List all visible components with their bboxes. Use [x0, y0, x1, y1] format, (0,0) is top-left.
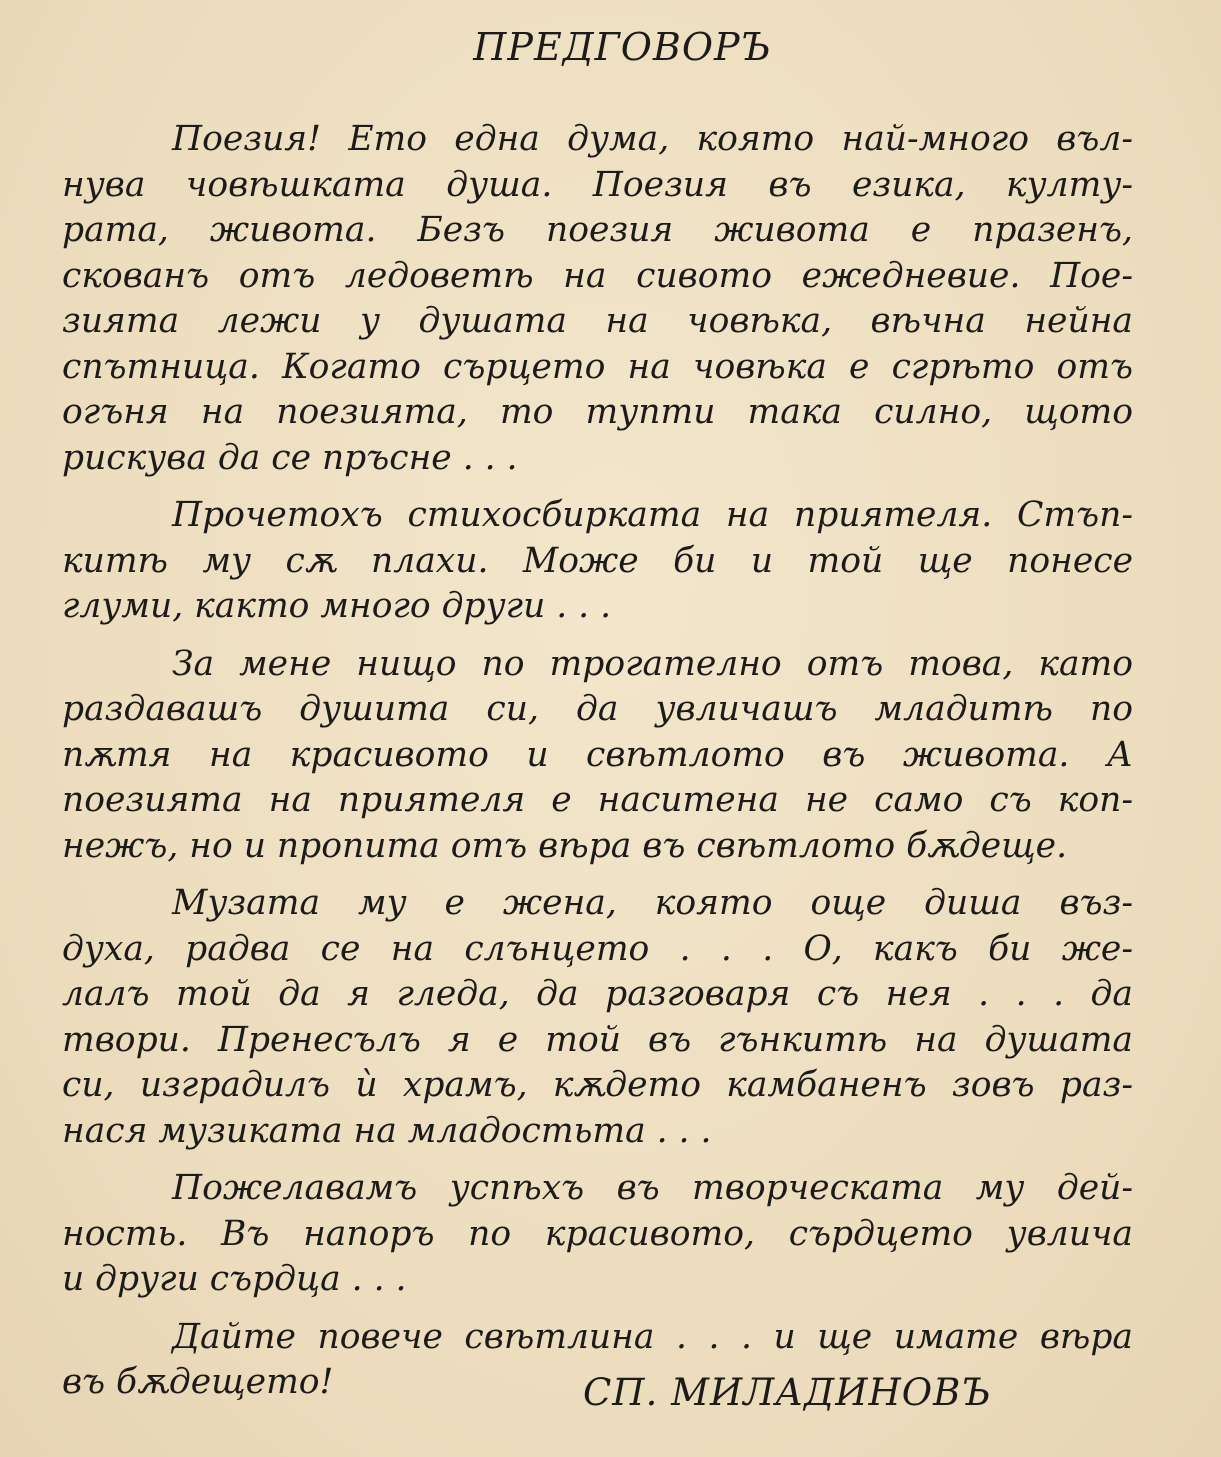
- text-line: За мене нищо по трогателно отъ това, като: [172, 643, 1133, 684]
- text-line: раздавашъ душита си, да увличашъ младитѣ по: [62, 689, 1133, 729]
- text-line: ность. Въ напоръ по красивото, сърдцето увлича: [62, 1213, 1133, 1254]
- paragraph: [62, 881, 1133, 1154]
- paragraph: [62, 493, 1133, 630]
- paragraph-gap: [62, 869, 1133, 881]
- text-line: китѣ му сѫ плахи. Може би и той ще понесе: [62, 540, 1133, 581]
- text-line: глуми, както много други . . .: [62, 586, 612, 626]
- text-line: поезията на приятеля е наситена не само съ коп-: [62, 780, 1133, 820]
- author-signature: СП. МИЛАДИНОВЪ: [583, 1371, 992, 1414]
- text-line: огъня на поезията, то тупти така силно, щото: [62, 392, 1133, 432]
- text-line: рата, живота. Безъ поезия живота е празенъ,: [62, 210, 1133, 250]
- paragraph-gap: [62, 630, 1133, 642]
- text-line: нува човѣшката душа. Поезия въ езика, култу-: [62, 164, 1133, 205]
- text-line: пѫтя на красивото и свѣтлото въ живота. А: [62, 734, 1133, 775]
- text-line: Музата му е жена, която още диша въз-: [172, 883, 1133, 923]
- body-text: [62, 117, 1133, 1406]
- text-line: Пожелавамъ успѣхъ въ творческата му дей-: [172, 1168, 1133, 1208]
- text-line: твори. Пренесълъ я е той въ гънкитѣ на душата: [62, 1019, 1133, 1060]
- paragraph: [62, 117, 1133, 481]
- text-line: зията лежи у душата на човѣка, вѣчна нейна: [62, 301, 1133, 341]
- text-line: духа, радва се на слънцето . . . О, какъ би же-: [62, 928, 1133, 969]
- paragraph-gap: [62, 481, 1133, 493]
- page-title: ПРЕДГОВОРЪ: [473, 25, 772, 69]
- paragraph: [62, 1166, 1133, 1303]
- paragraph-gap: [62, 1303, 1133, 1315]
- text-line: нася музиката на младостьта . . .: [62, 1110, 712, 1151]
- paragraph: [62, 642, 1133, 870]
- text-line: нежъ, но и пропита отъ вѣра въ свѣтлото бѫдеще.: [62, 825, 1068, 866]
- text-line: лалъ той да я гледа, да разговаря съ нея . . . да: [62, 974, 1133, 1014]
- paragraph-gap: [62, 1154, 1133, 1166]
- text-line: си, изградилъ ѝ храмъ, кѫдето камбаненъ зовъ раз-: [62, 1065, 1133, 1105]
- text-line: Поезия! Ето една дума, която най-много въл-: [172, 119, 1133, 159]
- text-line: Прочетохъ стихосбирката на приятеля. Стъп-: [172, 495, 1133, 535]
- text-line: скованъ отъ ледоветѣ на сивото ежедневие. Пое-: [62, 255, 1133, 296]
- text-line: спътница. Когато сърцето на човѣка е сгрѣто отъ: [62, 346, 1133, 387]
- text-line: въ бѫдещето!: [62, 1362, 334, 1402]
- text-line: Дайте повече свѣтлина . . . и ще имате вѣра: [172, 1316, 1133, 1357]
- text-line: рискува да се пръсне . . .: [62, 437, 518, 478]
- text-line: и други сърдца . . .: [62, 1259, 407, 1299]
